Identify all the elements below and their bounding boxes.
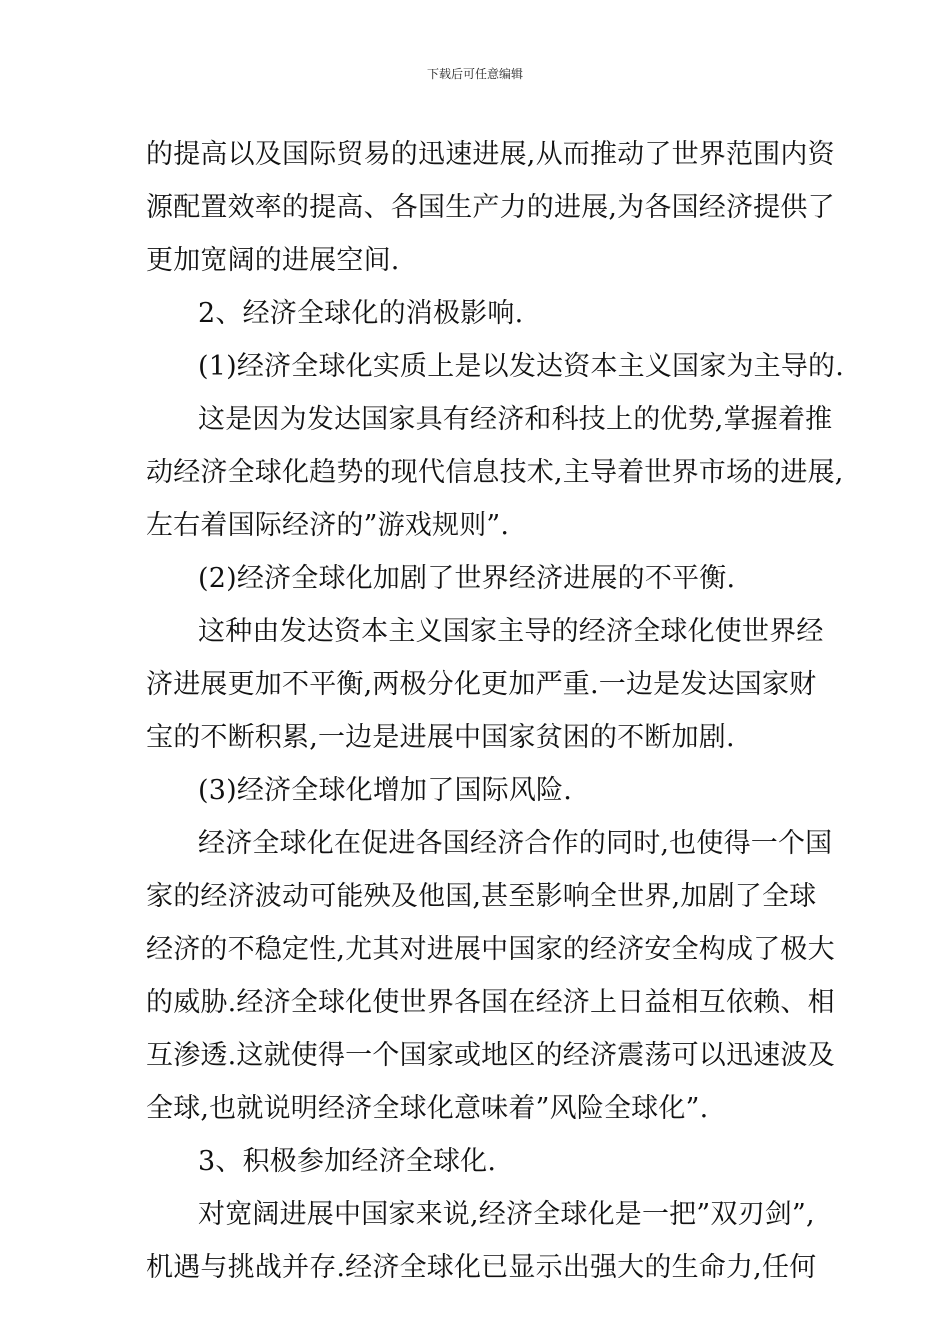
text-line: 宝的不断积累,一边是进展中国家贫困的不断加剧. xyxy=(146,722,735,753)
text-line: 经济全球化在促进各国经济合作的同时,也使得一个国 xyxy=(198,828,833,859)
subsection-heading: (3)经济全球化增加了国际风险. xyxy=(198,775,573,806)
text-line: 经济的不稳定性,尤其对进展中国家的经济安全构成了极大 xyxy=(146,934,835,965)
subsection-heading: (1)经济全球化实质上是以发达资本主义国家为主导的. xyxy=(198,351,845,382)
text-line: 源配置效率的提高、各国生产力的进展,为各国经济提供了 xyxy=(146,192,835,223)
text-line: 这是因为发达国家具有经济和科技上的优势,掌握着推 xyxy=(198,404,833,435)
page-header: 下载后可任意编辑 xyxy=(426,67,523,81)
text-line: 济进展更加不平衡,两极分化更加严重.一边是发达国家财 xyxy=(146,669,817,700)
text-line: 对宽阔进展中国家来说,经济全球化是一把”双刃剑”, xyxy=(198,1199,815,1230)
text-line: 左右着国际经济的”游戏规则”. xyxy=(146,510,510,541)
text-line: 更加宽阔的进展空间. xyxy=(146,245,400,276)
text-line: 全球,也就说明经济全球化意味着”风险全球化”. xyxy=(146,1093,709,1124)
text-line: 家的经济波动可能殃及他国,甚至影响全世界,加剧了全球 xyxy=(146,881,817,912)
text-line: 的威胁.经济全球化使世界各国在经济上日益相互依赖、相 xyxy=(146,987,835,1018)
text-line: 这种由发达资本主义国家主导的经济全球化使世界经 xyxy=(198,616,824,647)
text-line: 互渗透.这就使得一个国家或地区的经济震荡可以迅速波及 xyxy=(146,1040,835,1071)
text-line: 动经济全球化趋势的现代信息技术,主导着世界市场的进展, xyxy=(146,457,844,488)
subsection-heading: (2)经济全球化加剧了世界经济进展的不平衡. xyxy=(198,563,736,594)
text-line: 机遇与挑战并存.经济全球化已显示出强大的生命力,任何 xyxy=(146,1252,817,1283)
text-line: 的提高以及国际贸易的迅速进展,从而推动了世界范围内资 xyxy=(146,139,835,170)
section-heading: 3、积极参加经济全球化. xyxy=(198,1146,497,1177)
section-heading: 2、经济全球化的消极影响. xyxy=(198,298,524,329)
document-body xyxy=(146,128,845,1294)
